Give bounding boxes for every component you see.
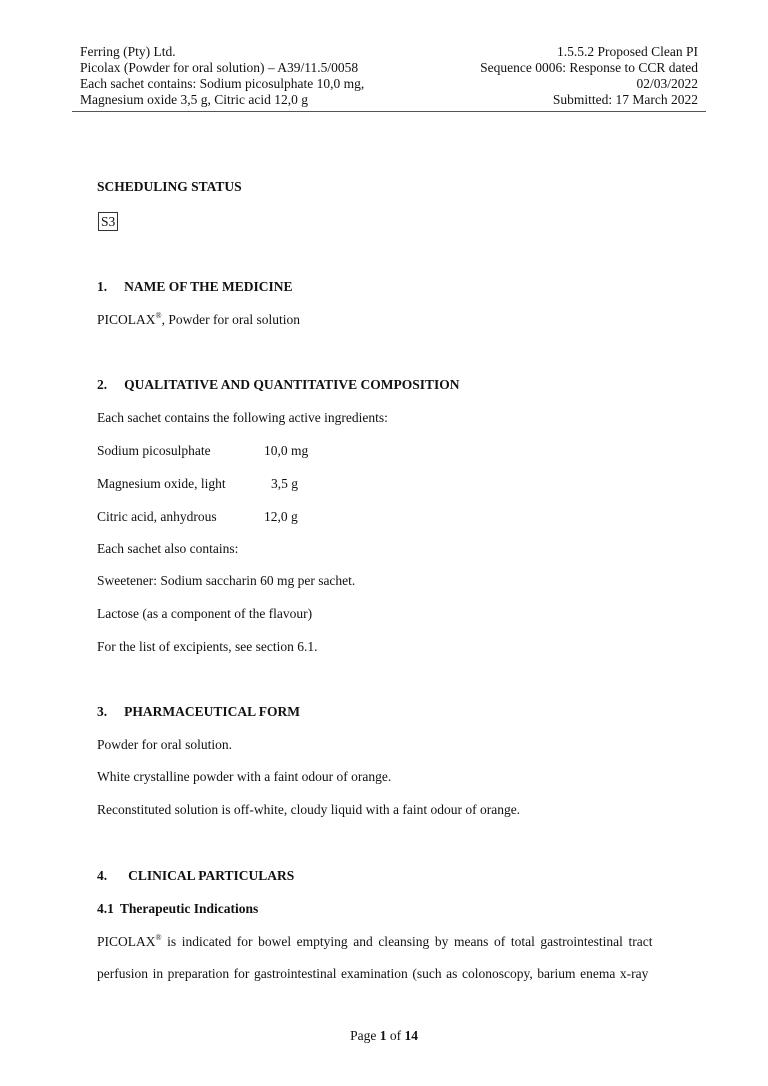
- header-divider: [72, 111, 706, 112]
- header-company: Ferring (Pty) Ltd.: [80, 44, 176, 59]
- section-2-heading: [97, 377, 460, 393]
- also-contains: Each sachet also contains:: [97, 541, 239, 556]
- medicine-name: [97, 312, 300, 328]
- page-number: 1: [379, 1028, 387, 1043]
- section-2-number: 2.: [97, 377, 108, 392]
- lactose-line: Lactose (as a component of the flavour): [97, 606, 313, 621]
- ingredient-name: Citric acid, anhydrous: [97, 509, 217, 524]
- ingredient-amount: 10,0 mg: [264, 443, 309, 458]
- section-4-number: 4.: [97, 868, 108, 883]
- indications-line-1: [97, 934, 687, 950]
- subsection-4-1-title: Therapeutic Indications: [119, 901, 259, 916]
- scheduling-status-box: S3: [98, 212, 118, 231]
- registered-mark: ®: [155, 933, 162, 942]
- section-4-heading: [97, 868, 294, 884]
- section-3-heading: [97, 704, 300, 720]
- ingredient-amount: 3,5 g: [271, 476, 298, 491]
- header-doc-id: 1.5.5.2 Proposed Clean PI: [557, 44, 698, 59]
- form-line: White crystalline powder with a faint odour of orange.: [97, 769, 392, 784]
- scheduling-status-heading: SCHEDULING STATUS: [97, 179, 242, 194]
- header-submitted: Submitted: 17 March 2022: [552, 92, 698, 107]
- ingredient-amount: 12,0 g: [264, 509, 298, 524]
- section-1-title: NAME OF THE MEDICINE: [124, 279, 293, 294]
- subsection-4-1-heading: [97, 901, 258, 917]
- page-total: 14: [404, 1028, 418, 1043]
- indications-line-2: perfusion in preparation for gastrointestinal examination (such as colonoscopy, barium enema x-ray: [97, 966, 649, 981]
- composition-intro: Each sachet contains the following active ingredients:: [97, 410, 388, 425]
- page-prefix: Page: [350, 1028, 380, 1043]
- section-3-title: PHARMACEUTICAL FORM: [124, 704, 300, 719]
- registered-mark: ®: [155, 311, 162, 320]
- header-right: [480, 44, 698, 108]
- sweetener-line: Sweetener: Sodium saccharin 60 mg per sachet.: [97, 573, 356, 588]
- excipients-line: For the list of excipients, see section 6.1.: [97, 639, 318, 654]
- section-3-number: 3.: [97, 704, 108, 719]
- section-4-title: CLINICAL PARTICULARS: [128, 868, 295, 883]
- section-2-title: QUALITATIVE AND QUANTITATIVE COMPOSITION: [124, 377, 460, 392]
- indications-text: is indicated for bowel emptying and cleansing by means of total gastrointestinal tract: [161, 934, 653, 949]
- page-of: of: [386, 1028, 405, 1043]
- header-contents-2: Magnesium oxide 3,5 g, Citric acid 12,0 g: [80, 92, 308, 107]
- page-footer: [0, 1028, 768, 1044]
- product-name: PICOLAX: [97, 312, 156, 327]
- header-left: [80, 44, 364, 108]
- form-line: Reconstituted solution is off-white, cloudy liquid with a faint odour of orange.: [97, 802, 521, 817]
- ingredient-name: Magnesium oxide, light: [97, 476, 226, 491]
- form-line: Powder for oral solution.: [97, 737, 232, 752]
- ingredient-name: Sodium picosulphate: [97, 443, 211, 458]
- header-product: Picolax (Powder for oral solution) – A39/11.5/0058: [80, 60, 359, 75]
- medicine-form: , Powder for oral solution: [161, 312, 300, 327]
- section-1-number: 1.: [97, 279, 108, 294]
- product-name: PICOLAX: [97, 934, 156, 949]
- header-date: 02/03/2022: [636, 76, 698, 91]
- header-sequence: Sequence 0006: Response to CCR dated: [480, 60, 698, 75]
- section-1-heading: [97, 279, 293, 295]
- header-contents-1: Each sachet contains: Sodium picosulphate 10,0 mg,: [80, 76, 365, 91]
- subsection-4-1-number: 4.1: [97, 901, 114, 916]
